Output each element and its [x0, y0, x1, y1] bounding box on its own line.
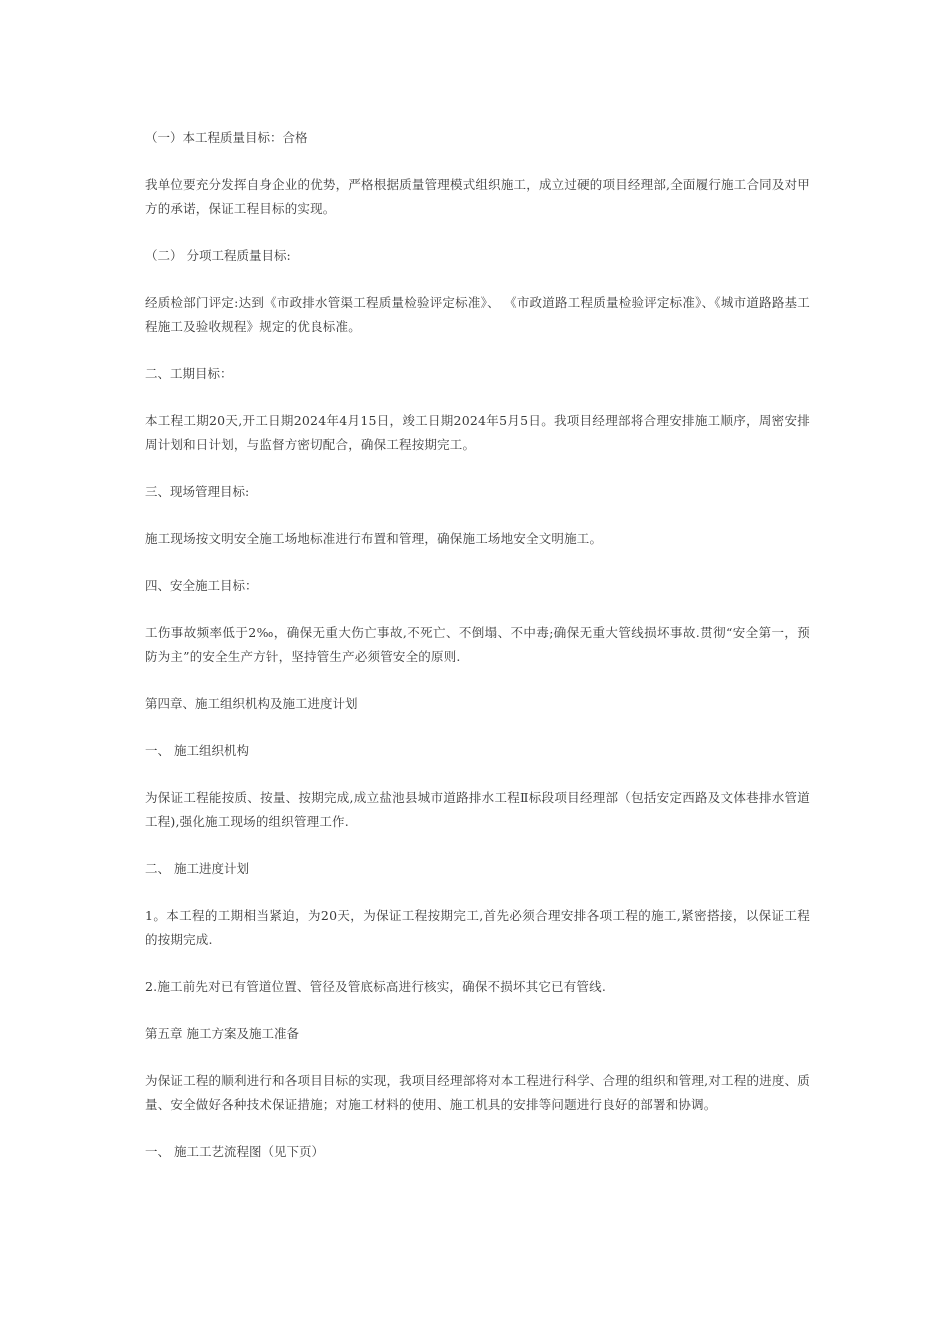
safety-goal-paragraph: 工伤事故频率低于2‰，确保无重大伤亡事故,不死亡、不倒塌、不中毒;确保无重大管线损坏事故.贯彻“安全第一，预防为主”的安全生产方针，坚持管生产必须管安全的原则. — [145, 625, 810, 664]
sub-quality-goal-heading: （二） 分项工程质量目标: — [145, 248, 291, 263]
site-management-paragraph: 施工现场按文明安全施工场地标准进行布置和管理，确保施工场地安全文明施工。 — [145, 531, 603, 546]
progress-plan-item-1: 1。本工程的工期相当紧迫，为20天，为保证工程按期完工,首先必须合理安排各项工程的施工,紧密搭接，以保证工程的按期完成. — [145, 908, 810, 947]
chapter-five-heading: 第五章 施工方案及施工准备 — [145, 1026, 299, 1041]
organization-heading: 一、 施工组织机构 — [145, 743, 249, 758]
organization-paragraph: 为保证工程能按质、按量、按期完成,成立盐池县城市道路排水工程Ⅱ标段项目经理部（包括安定西路及文体巷排水管道工程),强化施工现场的组织管理工作. — [145, 790, 810, 829]
sub-quality-goal-paragraph: 经质检部门评定:达到《市政排水管渠工程质量检验评定标准》、 《市政道路工程质量检验评定标准》、《城市道路路基工程施工及验收规程》规定的优良标准。 — [145, 295, 810, 334]
progress-plan-item-2: 2.施工前先对已有管道位置、管径及管底标高进行核实，确保不损坏其它已有管线. — [145, 979, 607, 994]
quality-goal-heading: （一）本工程质量目标：合格 — [145, 130, 308, 145]
quality-goal-paragraph: 我单位要充分发挥自身企业的优势，严格根据质量管理模式组织施工，成立过硬的项目经理部,全面履行施工合同及对甲方的承诺，保证工程目标的实现。 — [145, 177, 810, 216]
chapter-five-paragraph: 为保证工程的顺利进行和各项目目标的实现，我项目经理部将对本工程进行科学、合理的组织和管理,对工程的进度、质量、安全做好各种技术保证措施；对施工材料的使用、施工机具的安排等问题进行良好的部署和协调。 — [145, 1073, 810, 1112]
chapter-four-heading: 第四章、施工组织机构及施工进度计划 — [145, 696, 358, 711]
process-flow-heading: 一、 施工工艺流程图（见下页） — [145, 1144, 324, 1159]
schedule-goal-heading: 二、工期目标： — [145, 366, 233, 381]
site-management-heading: 三、现场管理目标: — [145, 484, 250, 499]
document-body — [145, 126, 810, 1187]
progress-plan-heading: 二、 施工进度计划 — [145, 861, 249, 876]
schedule-goal-paragraph: 本工程工期20天,开工日期2024年4月15日，竣工日期2024年5月5日。我项目经理部将合理安排施工顺序，周密安排周计划和日计划，与监督方密切配合，确保工程按期完工。 — [145, 413, 810, 452]
safety-goal-heading: 四、安全施工目标： — [145, 578, 258, 593]
